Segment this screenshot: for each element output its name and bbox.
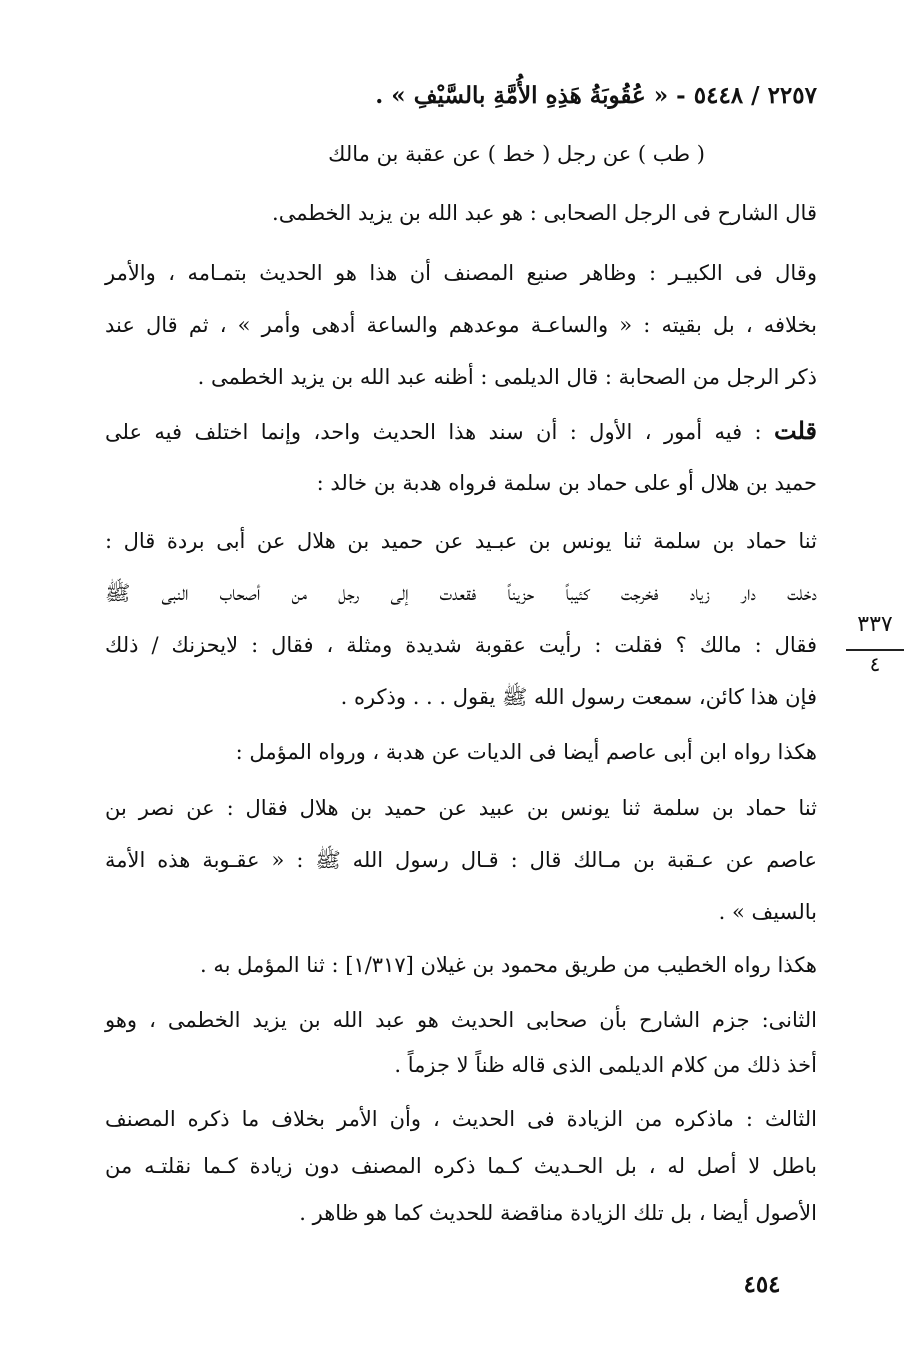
- third-point-line-2: باطل لا أصل له ، بل الحـديث كـما ذكره المصنف دون زيادة كـما نقلتـه من: [105, 1154, 817, 1178]
- commentary-paragraph-1: قال الشارح فى الرجل الصحابى : هو عبد الله بن يزيد الخطمى.: [272, 201, 817, 225]
- isnad-paragraph-1-line-3: فقال : مالك ؟ فقلت : رأيت عقوبة شديدة ومثلة ، فقال : لايحزنك / ذلك: [105, 633, 817, 657]
- isnad-paragraph-1-line-4: فإن هذا كائن، سمعت رسول الله ﷺ يقول . . . وذكره .: [340, 685, 817, 709]
- commentary-paragraph-2-line-2: بخلافه ، بل بقيته : « والساعـة موعدهم والساعة أدهى وأمر » ، ثم قال عند: [105, 313, 817, 337]
- response-line-1-text: : فيه أمور ، الأول : أن سند هذا الحديث واحد، وإنما اختلف فيه على: [105, 420, 775, 444]
- isnad-paragraph-2-line-2: عاصم عن عـقبة بن مـالك قال : قـال رسول الله ﷺ : « عقـوبة هذه الأمة: [105, 848, 817, 872]
- qultu-heading: قلت: [774, 416, 817, 445]
- hadith-source-line: ( طب ) عن رجل ( خط ) عن عقبة بن مالك: [328, 142, 705, 166]
- third-point-line-3: الأصول أيضا ، بل تلك الزيادة مناقضة للحديث كما هو ظاهر .: [299, 1201, 817, 1225]
- narration-note-2: هكذا رواه الخطيب من طريق محمود بن غيلان [١/٣١٧] : ثنا المؤمل به .: [200, 953, 817, 977]
- isnad-paragraph-2-line-1: ثنا حماد بن سلمة ثنا يونس بن عبيد عن حميد بن هلال فقال : عن نصر بن: [105, 796, 817, 820]
- response-paragraph-line-1: [105, 414, 817, 448]
- second-point-line-2: أخذ ذلك من كلام الديلمى الذى قاله ظناً لا جزماً .: [394, 1053, 817, 1077]
- isnad-paragraph-1-line-2: دخلت دار زياد فخرجت كئيباً حزيناً فقعدت إلى رجل من أصحاب النبى ﷺ: [105, 581, 817, 605]
- narration-note-1: هكذا رواه ابن أبى عاصم أيضا فى الديات عن هدبة ، ورواه المؤمل :: [235, 740, 817, 764]
- isnad-paragraph-1-line-1: ثنا حماد بن سلمة ثنا يونس بن عبـيد عن حميد بن هلال عن أبى بردة قال :: [105, 529, 817, 553]
- hadith-title: ٢٢٥٧ / ٥٤٤٨ - « عُقُوبَةُ هَذِهِ الأُمَّةِ بالسَّيْفِ » .: [375, 82, 817, 109]
- margin-reference-number: ٣٣٧: [857, 612, 893, 637]
- commentary-paragraph-2-line-1: وقال فى الكبيـر : وظاهر صنيع المصنف أن هذا هو الحديث بتمـامه ، والأمر: [105, 261, 817, 285]
- commentary-paragraph-2-line-3: ذكر الرجل من الصحابة : قال الديلمى : أظنه عبد الله بن يزيد الخطمى .: [197, 365, 817, 389]
- second-point-line-1: الثانى: جزم الشارح بأن صحابى الحديث هو عبد الله بن يزيد الخطمى ، وهو: [105, 1008, 817, 1032]
- margin-reference-rule: [846, 649, 904, 651]
- margin-reference-volume: ٤: [869, 652, 881, 676]
- response-paragraph-line-2: حميد بن هلال أو على حماد بن سلمة فرواه هدبة بن خالد :: [316, 471, 817, 495]
- page-number: ٤٥٤: [743, 1271, 781, 1298]
- third-point-line-1: الثالث : ماذكره من الزيادة فى الحديث ، وأن الأمر بخلاف ما ذكره المصنف: [105, 1107, 817, 1131]
- isnad-paragraph-2-line-3: بالسيف » .: [718, 900, 817, 924]
